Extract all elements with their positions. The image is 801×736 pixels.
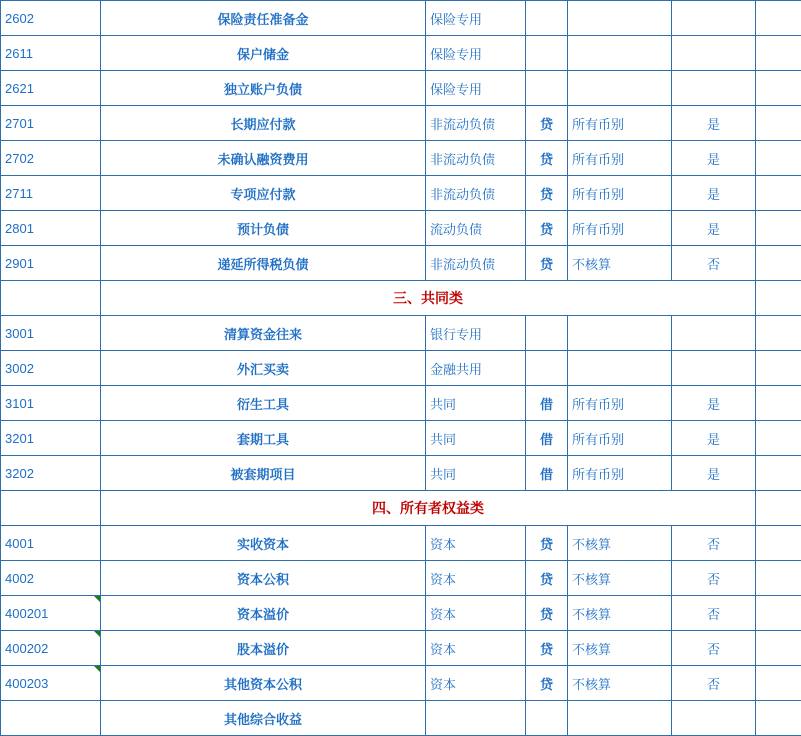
cell-subject-name[interactable]: 其他资本公积 [101,666,426,701]
row-tail-cell [756,141,801,176]
cell-balance-direction[interactable]: 贷 [526,106,568,141]
cell-balance-direction[interactable]: 贷 [526,246,568,281]
table-body [1,1,801,736]
cell-flag[interactable]: 是 [672,386,756,421]
cell-subject-name[interactable]: 套期工具 [101,421,426,456]
cell-subject-code[interactable]: 2901 [1,246,101,281]
table-row [1,141,801,176]
section-row-spacer [1,281,101,316]
cell-flag[interactable]: 否 [672,526,756,561]
table-row [1,211,801,246]
row-tail-cell [756,561,801,596]
cell-category[interactable]: 非流动负债 [426,141,526,176]
cell-subject-name[interactable]: 专项应付款 [101,176,426,211]
cell-subject-code[interactable]: 2611 [1,36,101,71]
cell-flag[interactable]: 否 [672,631,756,666]
cell-subject-code[interactable]: 400201 [1,596,101,631]
cell-flag[interactable] [672,71,756,106]
cell-currency-aux[interactable]: 不核算 [568,526,672,561]
cell-category[interactable]: 金融共用 [426,351,526,386]
cell-subject-code[interactable]: 2711 [1,176,101,211]
row-tail-cell [756,106,801,141]
cell-balance-direction[interactable]: 贷 [526,561,568,596]
cell-subject-name[interactable]: 实收资本 [101,526,426,561]
cell-category[interactable]: 共同 [426,456,526,491]
cell-currency-aux[interactable]: 所有币别 [568,141,672,176]
cell-subject-code[interactable]: 2621 [1,71,101,106]
cell-balance-direction[interactable]: 贷 [526,631,568,666]
cell-currency-aux[interactable]: 不核算 [568,666,672,701]
cell-subject-name[interactable]: 保险责任准备金 [101,1,426,36]
table-row [1,246,801,281]
table-row [1,351,801,386]
cell-category[interactable]: 非流动负债 [426,106,526,141]
cell-category[interactable]: 保险专用 [426,36,526,71]
cell-currency-aux[interactable] [568,71,672,106]
table-row [1,421,801,456]
section-row-spacer [1,491,101,526]
cell-currency-aux[interactable]: 所有币别 [568,386,672,421]
cell-subject-code[interactable]: 3202 [1,456,101,491]
section-header-row [1,281,801,316]
table-row [1,386,801,421]
cell-flag[interactable]: 是 [672,141,756,176]
cell-category[interactable]: 资本 [426,526,526,561]
row-tail-cell [756,526,801,561]
cell-currency-aux[interactable]: 所有币别 [568,456,672,491]
row-tail-cell [756,666,801,701]
cell-currency-aux[interactable]: 不核算 [568,631,672,666]
row-tail-cell [756,421,801,456]
row-tail-cell [756,631,801,666]
cell-subject-code[interactable]: 400202 [1,631,101,666]
cell-flag[interactable] [672,701,756,736]
table-row [1,526,801,561]
cell-flag[interactable] [672,351,756,386]
cell-category[interactable]: 非流动负债 [426,176,526,211]
cell-balance-direction[interactable] [526,1,568,36]
table-row [1,456,801,491]
cell-category[interactable] [426,701,526,736]
cell-subject-name[interactable]: 递延所得税负债 [101,246,426,281]
table-row [1,71,801,106]
cell-flag[interactable]: 否 [672,561,756,596]
cell-balance-direction[interactable]: 贷 [526,211,568,246]
row-tail-cell [756,281,801,316]
section-header-row [1,491,801,526]
cell-currency-aux[interactable]: 不核算 [568,246,672,281]
row-tail-cell [756,596,801,631]
cell-flag[interactable]: 否 [672,246,756,281]
cell-balance-direction[interactable]: 贷 [526,666,568,701]
cell-balance-direction[interactable] [526,36,568,71]
cell-subject-code[interactable] [1,701,101,736]
cell-currency-aux[interactable]: 不核算 [568,596,672,631]
cell-flag[interactable] [672,1,756,36]
cell-subject-name[interactable]: 资本溢价 [101,596,426,631]
cell-flag[interactable]: 是 [672,421,756,456]
cell-subject-name[interactable]: 衍生工具 [101,386,426,421]
cell-currency-aux[interactable] [568,1,672,36]
cell-category[interactable]: 保险专用 [426,1,526,36]
table-row [1,176,801,211]
row-tail-cell [756,71,801,106]
row-tail-cell [756,701,801,736]
cell-currency-aux[interactable] [568,351,672,386]
cell-category[interactable]: 资本 [426,596,526,631]
cell-balance-direction[interactable] [526,351,568,386]
row-tail-cell [756,1,801,36]
cell-subject-code[interactable]: 3201 [1,421,101,456]
table-row [1,631,801,666]
table-row [1,106,801,141]
cell-currency-aux[interactable]: 所有币别 [568,106,672,141]
table-row [1,596,801,631]
table-row [1,36,801,71]
cell-subject-name[interactable]: 长期应付款 [101,106,426,141]
cell-currency-aux[interactable] [568,316,672,351]
cell-balance-direction[interactable]: 借 [526,456,568,491]
cell-category[interactable]: 保险专用 [426,71,526,106]
cell-balance-direction[interactable]: 贷 [526,141,568,176]
cell-flag[interactable]: 是 [672,456,756,491]
cell-category[interactable]: 银行专用 [426,316,526,351]
section-header-label: 四、所有者权益类 [101,491,756,526]
cell-currency-aux[interactable]: 所有币别 [568,421,672,456]
cell-currency-aux[interactable]: 所有币别 [568,211,672,246]
cell-subject-name[interactable]: 预计负债 [101,211,426,246]
cell-subject-name[interactable]: 股本溢价 [101,631,426,666]
cell-balance-direction[interactable] [526,71,568,106]
table-row [1,1,801,36]
row-tail-cell [756,386,801,421]
cell-subject-code[interactable]: 2701 [1,106,101,141]
cell-category[interactable]: 流动负债 [426,211,526,246]
cell-subject-code[interactable]: 4002 [1,561,101,596]
row-tail-cell [756,316,801,351]
cell-flag[interactable]: 否 [672,596,756,631]
row-tail-cell [756,36,801,71]
cell-category[interactable]: 非流动负债 [426,246,526,281]
cell-subject-name[interactable]: 未确认融资费用 [101,141,426,176]
cell-flag[interactable] [672,36,756,71]
cell-flag[interactable]: 是 [672,176,756,211]
cell-subject-name[interactable]: 外汇买卖 [101,351,426,386]
cell-currency-aux[interactable] [568,36,672,71]
table-row [1,316,801,351]
row-tail-cell [756,176,801,211]
cell-flag[interactable]: 否 [672,666,756,701]
cell-subject-code[interactable]: 2602 [1,1,101,36]
cell-balance-direction[interactable]: 借 [526,386,568,421]
cell-subject-code[interactable]: 400203 [1,666,101,701]
cell-category[interactable]: 资本 [426,561,526,596]
cell-currency-aux[interactable]: 不核算 [568,561,672,596]
cell-currency-aux[interactable]: 所有币别 [568,176,672,211]
cell-currency-aux[interactable] [568,701,672,736]
cell-subject-name[interactable]: 独立账户负债 [101,71,426,106]
cell-category[interactable]: 共同 [426,386,526,421]
cell-balance-direction[interactable]: 贷 [526,526,568,561]
row-tail-cell [756,351,801,386]
cell-subject-name[interactable]: 被套期项目 [101,456,426,491]
row-tail-cell [756,456,801,491]
cell-flag[interactable] [672,316,756,351]
cell-subject-code[interactable]: 3101 [1,386,101,421]
cell-category[interactable]: 共同 [426,421,526,456]
cell-flag[interactable]: 是 [672,106,756,141]
row-tail-cell [756,211,801,246]
cell-subject-code[interactable]: 3002 [1,351,101,386]
cell-subject-name[interactable]: 保户储金 [101,36,426,71]
table-row [1,561,801,596]
cell-balance-direction[interactable]: 贷 [526,176,568,211]
table-row [1,701,801,736]
cell-subject-code[interactable]: 2801 [1,211,101,246]
cell-subject-code[interactable]: 2702 [1,141,101,176]
cell-flag[interactable]: 是 [672,211,756,246]
cell-balance-direction[interactable]: 借 [526,421,568,456]
cell-balance-direction[interactable] [526,316,568,351]
cell-subject-name[interactable]: 其他综合收益 [101,701,426,736]
cell-balance-direction[interactable]: 贷 [526,596,568,631]
row-tail-cell [756,246,801,281]
cell-subject-code[interactable]: 3001 [1,316,101,351]
table-row [1,666,801,701]
cell-category[interactable]: 资本 [426,666,526,701]
cell-subject-name[interactable]: 资本公积 [101,561,426,596]
cell-subject-name[interactable]: 清算资金往来 [101,316,426,351]
cell-balance-direction[interactable] [526,701,568,736]
cell-category[interactable]: 资本 [426,631,526,666]
row-tail-cell [756,491,801,526]
section-header-label: 三、共同类 [101,281,756,316]
cell-subject-code[interactable]: 4001 [1,526,101,561]
